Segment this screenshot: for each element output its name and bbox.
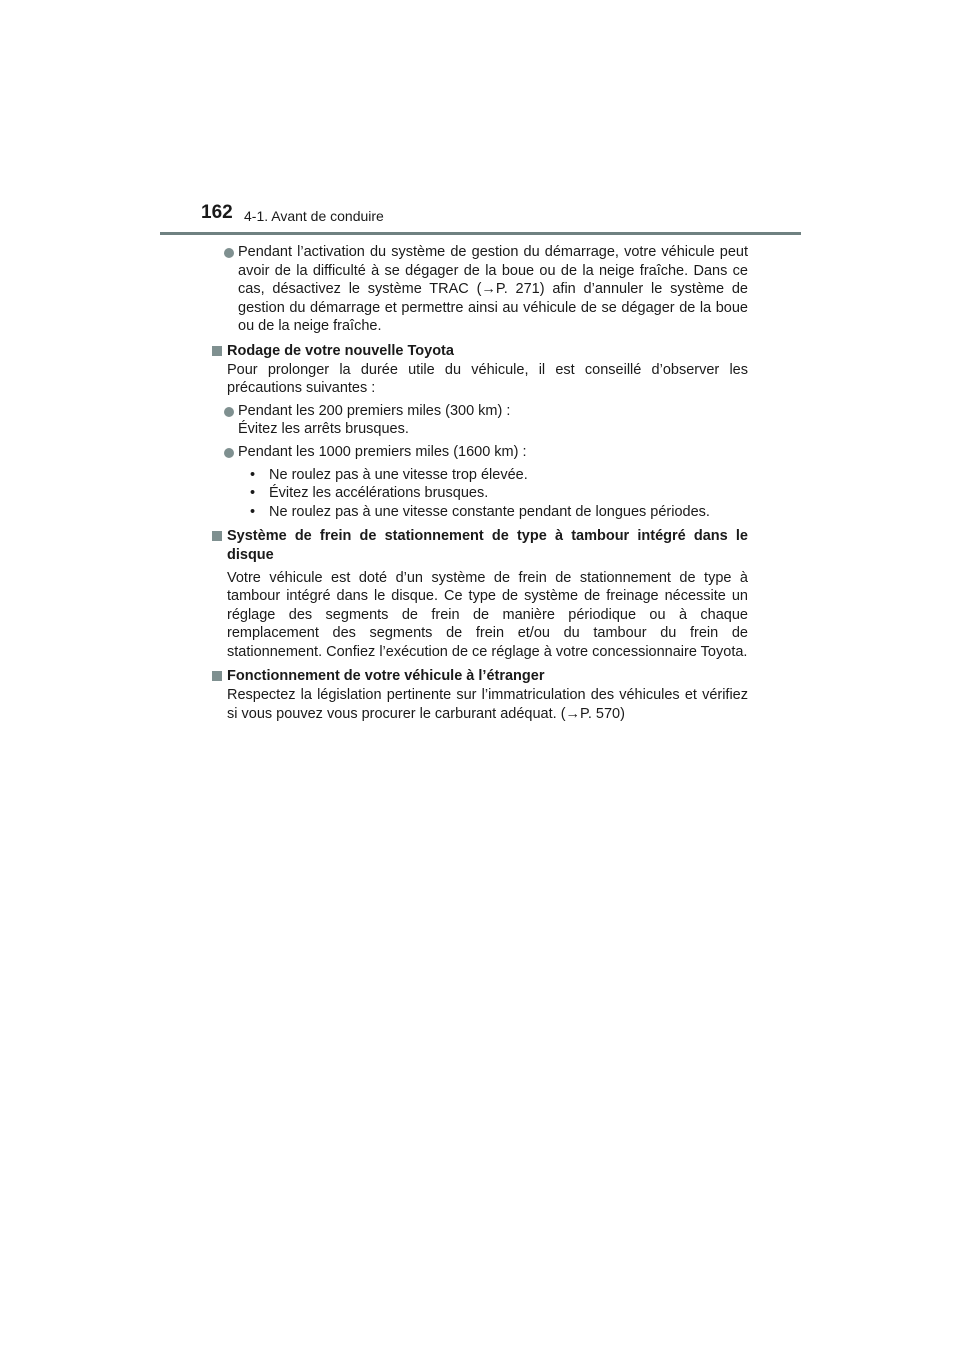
bullet-dot-icon — [224, 407, 234, 417]
sub-bullet-icon: • — [250, 485, 256, 502]
bullet-dot-icon — [224, 448, 234, 458]
sub-bullet-icon: • — [250, 503, 256, 520]
list-item-text: Évitez les arrêts brusques. — [238, 421, 409, 438]
section-heading: Rodage de votre nouvelle Toyota — [227, 342, 454, 359]
sub-bullet-icon: • — [250, 466, 256, 483]
intro-bullet-text: Pendant l’activation du système de gestion du démarrage, votre véhicule peut avoir de la difficulté à se dégager de la boue ou de la neige fraîche. Dans ce cas, désactivez le système TRAC (→P. 271) afin d’annuler le système de gestion du démarrage et permettre ainsi au véhicule de se dégager de la boue ou de la neige fraîche. — [238, 244, 748, 335]
section-text: Votre véhicule est doté d’un système de frein de stationnement de type à tambour intégré dans le disque. Ce type de système de freinage nécessite un réglage des segments de frein de manière périodique ou à chaque remplacement des segments de frein et/ou du tambour du frein de stationnement. Confiez l’exécution de ce réglage à votre concessionnaire Toyota. — [227, 569, 748, 660]
section-text: Respectez la législation pertinente sur l’immatriculation des véhicules et vérifiez si vous pouvez vous procurer le carburant adéquat. (→P. 570) — [227, 687, 748, 722]
section-rodage — [210, 342, 748, 521]
list-item — [210, 402, 748, 439]
list-item-text: Pendant les 200 premiers miles (300 km) : — [238, 402, 511, 419]
section-title: 4-1. Avant de conduire — [244, 208, 384, 224]
section-etranger — [210, 667, 748, 723]
section-heading: Fonctionnement de votre véhicule à l’étranger — [227, 668, 545, 685]
sub-bullet-list — [227, 466, 748, 522]
sub-list-item: • Ne roulez pas à une vitesse constante pendant de longues périodes. — [250, 503, 710, 520]
section-heading: Système de frein de stationnement de type à tambour intégré dans le disque — [227, 528, 748, 563]
page-number: 162 — [201, 202, 233, 223]
header-divider — [160, 232, 801, 235]
list-item-text: Pendant les 1000 premiers miles (1600 km) : — [238, 443, 527, 460]
list-item — [210, 443, 748, 462]
square-bullet-icon — [212, 671, 222, 681]
intro-bullet — [210, 243, 748, 336]
section-frein-stationnement — [210, 527, 748, 661]
square-bullet-icon — [212, 346, 222, 356]
page-header — [0, 0, 960, 240]
sub-list-item: • Ne roulez pas à une vitesse trop élevée. — [250, 466, 528, 483]
page-content — [210, 243, 748, 723]
section-text: Pour prolonger la durée utile du véhicule, il est conseillé d’observer les précautions suivantes : — [227, 361, 748, 397]
sub-list-item: • Évitez les accélérations brusques. — [250, 485, 489, 502]
bullet-dot-icon — [224, 248, 234, 258]
square-bullet-icon — [212, 531, 222, 541]
